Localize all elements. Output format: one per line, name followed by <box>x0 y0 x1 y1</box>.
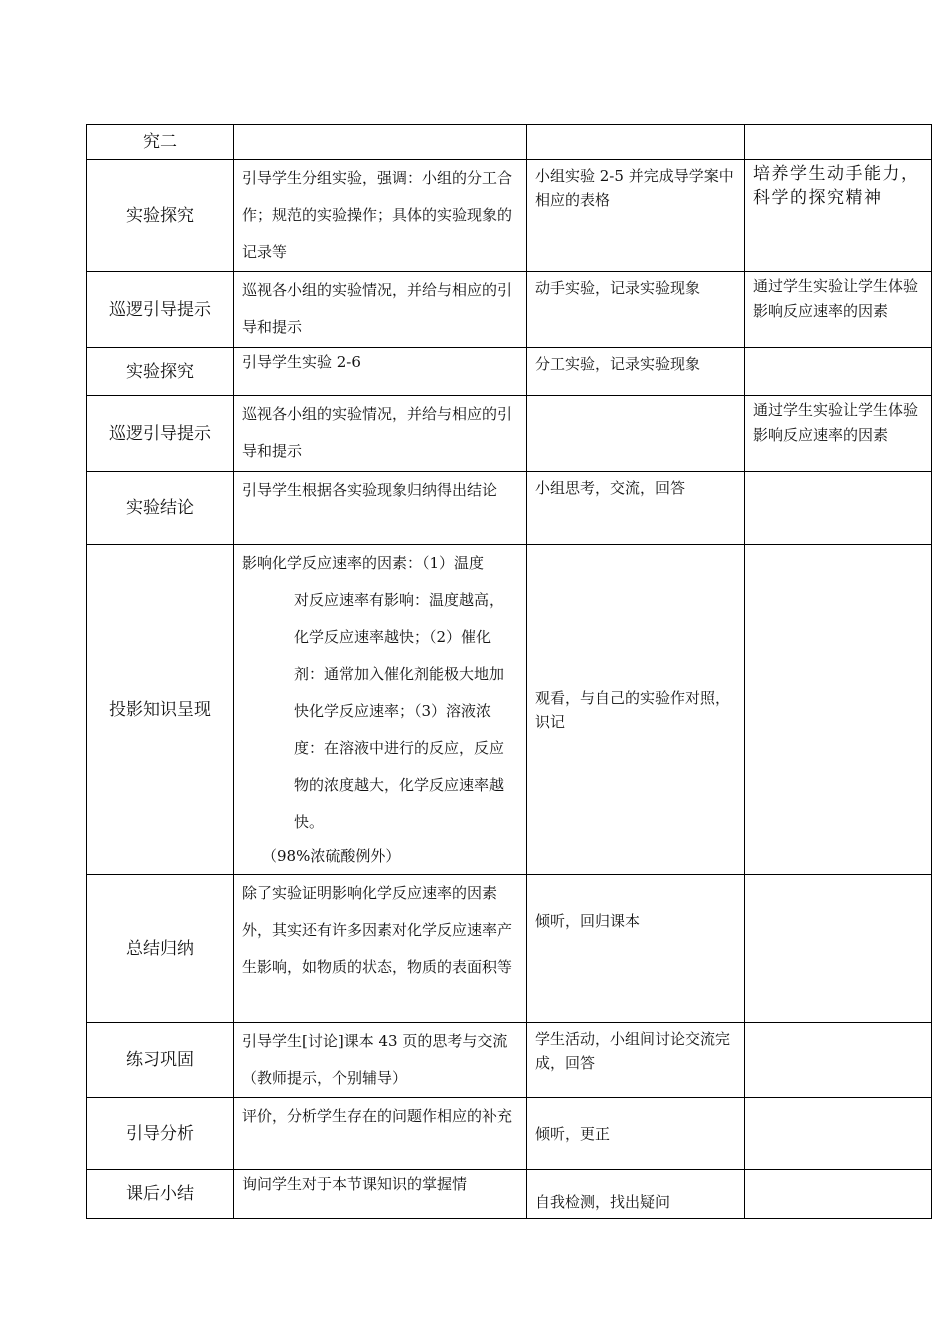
teacher-text: 引导学生实验 2-6 <box>242 353 361 371</box>
teacher-activity-cell <box>234 545 527 875</box>
student-activity-cell <box>527 1170 745 1219</box>
student-activity-cell: 学生活动，小组间讨论交流完成，回答 <box>527 1023 745 1098</box>
student-text: 倾听，回归课本 <box>535 911 641 930</box>
stage-cell: 练习巩固 <box>87 1023 234 1098</box>
knowledge-body: 对反应速率有影响：温度越高，化学反应速率越快；（2）催化剂：通常加入催化剂能极大地加快化学反应速率；（3）溶液浓度：在溶液中进行的反应，反应物的浓度越大，化学反应速率越快。 <box>294 591 505 831</box>
teacher-activity-cell <box>234 348 527 396</box>
table-row <box>87 1098 932 1170</box>
knowledge-heading: 影响化学反应速率的因素：（1）温度 <box>242 554 485 572</box>
design-intent-cell <box>745 472 932 545</box>
stage-cell: 投影知识呈现 <box>87 545 234 875</box>
table-row <box>87 160 932 272</box>
student-activity-cell: 小组实验 2-5 并完成导学案中相应的表格 <box>527 160 745 272</box>
student-activity-cell: 倾听，更正 <box>527 1098 745 1170</box>
stage-text: 课后小结 <box>126 1184 194 1204</box>
student-activity-cell: 观看，与自己的实验作对照，识记 <box>527 545 745 875</box>
student-activity-cell: 分工实验，记录实验现象 <box>527 348 745 396</box>
stage-cell <box>87 1170 234 1219</box>
teacher-activity-cell: 除了实验证明影响化学反应速率的因素外，其实还有许多因素对化学反应速率产生影响，如物质的状态，物质的表面积等 <box>234 875 527 1023</box>
student-activity-cell <box>527 396 745 472</box>
teacher-activity-cell: 评价，分析学生存在的问题作相应的补充 <box>234 1098 527 1170</box>
teacher-activity-cell <box>234 125 527 160</box>
design-intent-cell <box>745 875 932 1023</box>
design-intent-cell: 通过学生实验让学生体验影响反应速率的因素 <box>745 396 932 472</box>
student-activity-cell <box>527 875 745 1023</box>
teacher-activity-cell <box>234 1170 527 1219</box>
table-row <box>87 348 932 396</box>
design-intent-cell: 培养学生动手能力，科学的探究精神 <box>745 160 932 272</box>
stage-cell: 实验探究 <box>87 160 234 272</box>
table-row <box>87 1170 932 1219</box>
design-intent-cell <box>745 125 932 160</box>
table-row <box>87 545 932 875</box>
table-row <box>87 472 932 545</box>
teacher-activity-cell: 巡视各小组的实验情况，并给与相应的引导和提示 <box>234 396 527 472</box>
stage-cell: 实验结论 <box>87 472 234 545</box>
student-text: 自我检测，找出疑问 <box>535 1193 671 1211</box>
design-intent-cell <box>745 1098 932 1170</box>
stage-cell: 巡逻引导提示 <box>87 396 234 472</box>
table-row <box>87 1023 932 1098</box>
design-intent-cell <box>745 348 932 396</box>
stage-cell: 究二 <box>87 125 234 160</box>
teacher-activity-cell: 巡视各小组的实验情况，并给与相应的引导和提示 <box>234 272 527 348</box>
teacher-activity-cell: 引导学生分组实验，强调：小组的分工合作；规范的实验操作；具体的实验现象的记录等 <box>234 160 527 272</box>
student-activity-cell <box>527 125 745 160</box>
stage-cell: 总结归纳 <box>87 875 234 1023</box>
teacher-activity-cell: 引导学生根据各实验现象归纳得出结论 <box>234 472 527 545</box>
teacher-text: 询问学生对于本节课知识的掌握情 <box>242 1175 468 1193</box>
stage-cell: 引导分析 <box>87 1098 234 1170</box>
table-row <box>87 125 932 160</box>
student-activity-cell: 小组思考，交流，回答 <box>527 472 745 545</box>
stage-cell: 实验探究 <box>87 348 234 396</box>
teacher-activity-cell: 引导学生[讨论]课本 43 页的思考与交流（教师提示，个别辅导） <box>234 1023 527 1098</box>
table-row <box>87 875 932 1023</box>
design-intent-cell: 通过学生实验让学生体验影响反应速率的因素 <box>745 272 932 348</box>
lesson-plan-table <box>86 124 932 1219</box>
stage-cell: 巡逻引导提示 <box>87 272 234 348</box>
knowledge-note: （98%浓硫酸例外） <box>262 847 401 865</box>
table-row <box>87 396 932 472</box>
design-intent-cell <box>745 1023 932 1098</box>
design-intent-cell <box>745 1170 932 1219</box>
table-row <box>87 272 932 348</box>
design-intent-cell <box>745 545 932 875</box>
student-activity-cell: 动手实验，记录实验现象 <box>527 272 745 348</box>
